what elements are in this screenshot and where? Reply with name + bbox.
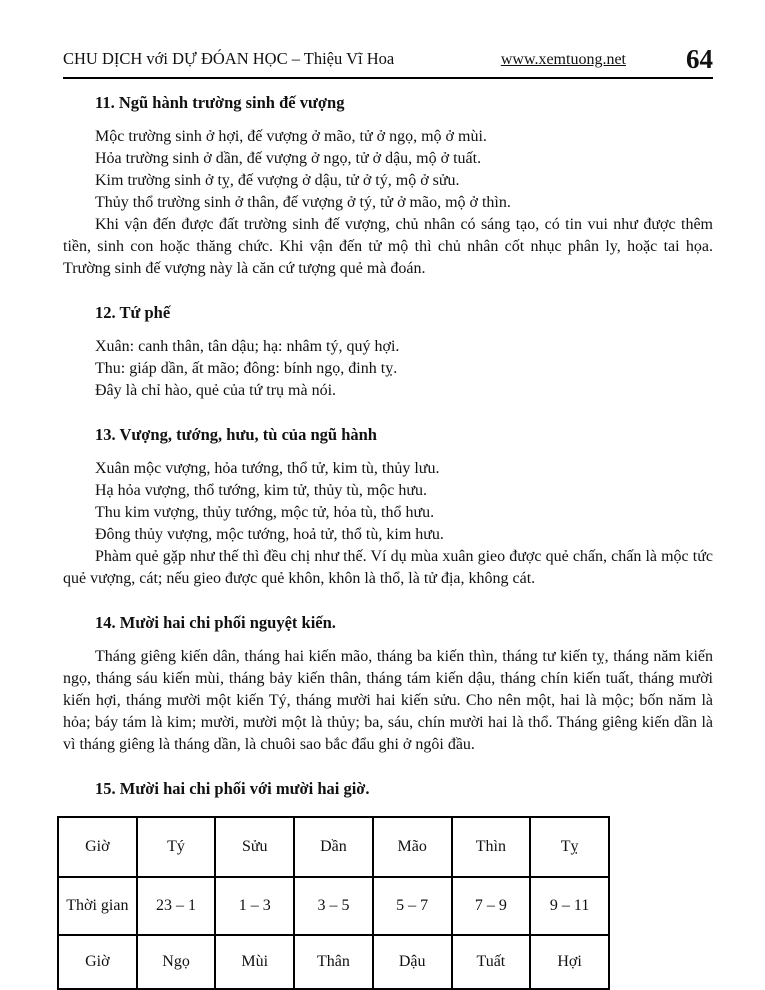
table-cell: Sửu <box>215 817 294 877</box>
section-11-line: Kim trường sinh ở tỵ, đế vượng ở dậu, tử ở tý, mộ ở sửu. <box>95 172 460 189</box>
section-12-heading: 12. Tứ phế <box>95 303 171 322</box>
table-cell: 1 – 3 <box>215 877 294 935</box>
table-cell: Giờ <box>58 817 137 877</box>
section-11-line: Thủy thổ trường sinh ở thân, đế vượng ở tý, tử ở mão, mộ ở thìn. <box>95 194 511 211</box>
section-13-line: Đông thủy vượng, mộc tướng, hoả tử, thổ tù, kim hưu. <box>95 526 444 543</box>
section-13-line: Xuân mộc vượng, hỏa tướng, thổ tử, kim tù, thủy lưu. <box>95 460 440 477</box>
section-14-paragraph: Tháng giêng kiến dân, tháng hai kiến mão, tháng ba kiến thìn, tháng tư kiến tỵ, tháng năm kiến ngọ, tháng sáu kiến mùi, tháng bảy kiến thân, tháng tám kiến dậu, tháng chín kiến tuất, tháng mười kiến hợi, tháng mười một kiến Tý, tháng mười hai kiến sửu. Cho nên một, hai là mộc; bốn năm là hỏa; báy tám là kim; mười, mười một là thủy; ba, sáu, chín mười hai là thổ. Tháng giêng kiến dần là vì tháng giêng là tháng dần, là chuôi sao bắc đẩu ghi ở ngôi đầu. <box>63 648 713 753</box>
page-header <box>63 42 713 79</box>
table-cell: Thân <box>294 935 373 989</box>
section-13-heading: 13. Vượng, tướng, hưu, tù của ngũ hành <box>95 425 377 444</box>
page-content <box>63 92 713 990</box>
book-title: CHU DỊCH với DỰ ĐÓAN HỌC – Thiệu Vĩ Hoa <box>63 49 395 68</box>
table-row <box>58 877 609 935</box>
table-cell: Dần <box>294 817 373 877</box>
table-cell: Mùi <box>215 935 294 989</box>
section-13-line: Hạ hỏa vượng, thổ tướng, kim tử, thủy tù, mộc hưu. <box>95 482 428 499</box>
section-11-heading: 11. Ngũ hành trường sinh đế vượng <box>95 93 345 112</box>
table-cell: Tuất <box>452 935 531 989</box>
table-cell: 3 – 5 <box>294 877 373 935</box>
section-12-line: Thu: giáp dần, ất mão; đông: bính ngọ, đinh tỵ. <box>95 360 398 377</box>
section-15-heading: 15. Mười hai chi phối với mười hai giờ. <box>95 779 370 798</box>
table-cell: Thời gian <box>58 877 137 935</box>
website-link[interactable]: www.xemtuong.net <box>500 51 626 68</box>
table-cell: Thìn <box>452 817 531 877</box>
section-11-line: Hỏa trường sinh ở dần, đế vượng ở ngọ, tử ở dậu, mộ ở tuất. <box>95 150 482 167</box>
page-number: 64 <box>686 44 713 74</box>
table-cell: Dậu <box>373 935 452 989</box>
table-cell: 9 – 11 <box>530 877 609 935</box>
table-cell: 5 – 7 <box>373 877 452 935</box>
section-12-line: Xuân: canh thân, tân dậu; hạ: nhâm tý, quý hợi. <box>95 338 400 355</box>
table-cell: Mão <box>373 817 452 877</box>
table-cell: Tỵ <box>530 817 609 877</box>
section-13-paragraph: Phàm quẻ gặp như thế thì đều chị như thế. Ví dụ mùa xuân gieo được quẻ chấn, chấn là mộc tức quẻ vượng, cát; nếu gieo được quẻ khôn, khôn là thổ, là tử địa, không cát. <box>63 548 713 587</box>
section-12-line: Đây là chỉ hào, quẻ của tứ trụ mà nói. <box>95 382 337 399</box>
table-cell: Ngọ <box>137 935 216 989</box>
section-11-line: Mộc trường sinh ở hợi, đế vượng ở mão, tử ở ngọ, mộ ở mùi. <box>95 128 487 145</box>
section-14-heading: 14. Mười hai chi phối nguyệt kiến. <box>95 613 336 632</box>
section-13-line: Thu kim vượng, thủy tướng, mộc tử, hỏa tù, thổ hưu. <box>95 504 435 521</box>
table-cell: Tý <box>137 817 216 877</box>
table-cell: Giờ <box>58 935 137 989</box>
table-cell: 7 – 9 <box>452 877 531 935</box>
table-row <box>58 817 609 877</box>
section-11-paragraph: Khi vận đến được đất trường sinh đế vượng, chủ nhân có sáng tạo, có tin vui như được thêm tiền, sinh con hoặc thăng chức. Khi vận đến tử mộ thì chủ nhân cốt nhục phân ly, hoặc tai họa. Trường sinh đế vượng này là căn cứ tượng quẻ mà đoán. <box>63 216 713 277</box>
twelve-branches-hours-table <box>57 816 610 990</box>
table-cell: Hợi <box>530 935 609 989</box>
table-row <box>58 935 609 989</box>
table-cell: 23 – 1 <box>137 877 216 935</box>
